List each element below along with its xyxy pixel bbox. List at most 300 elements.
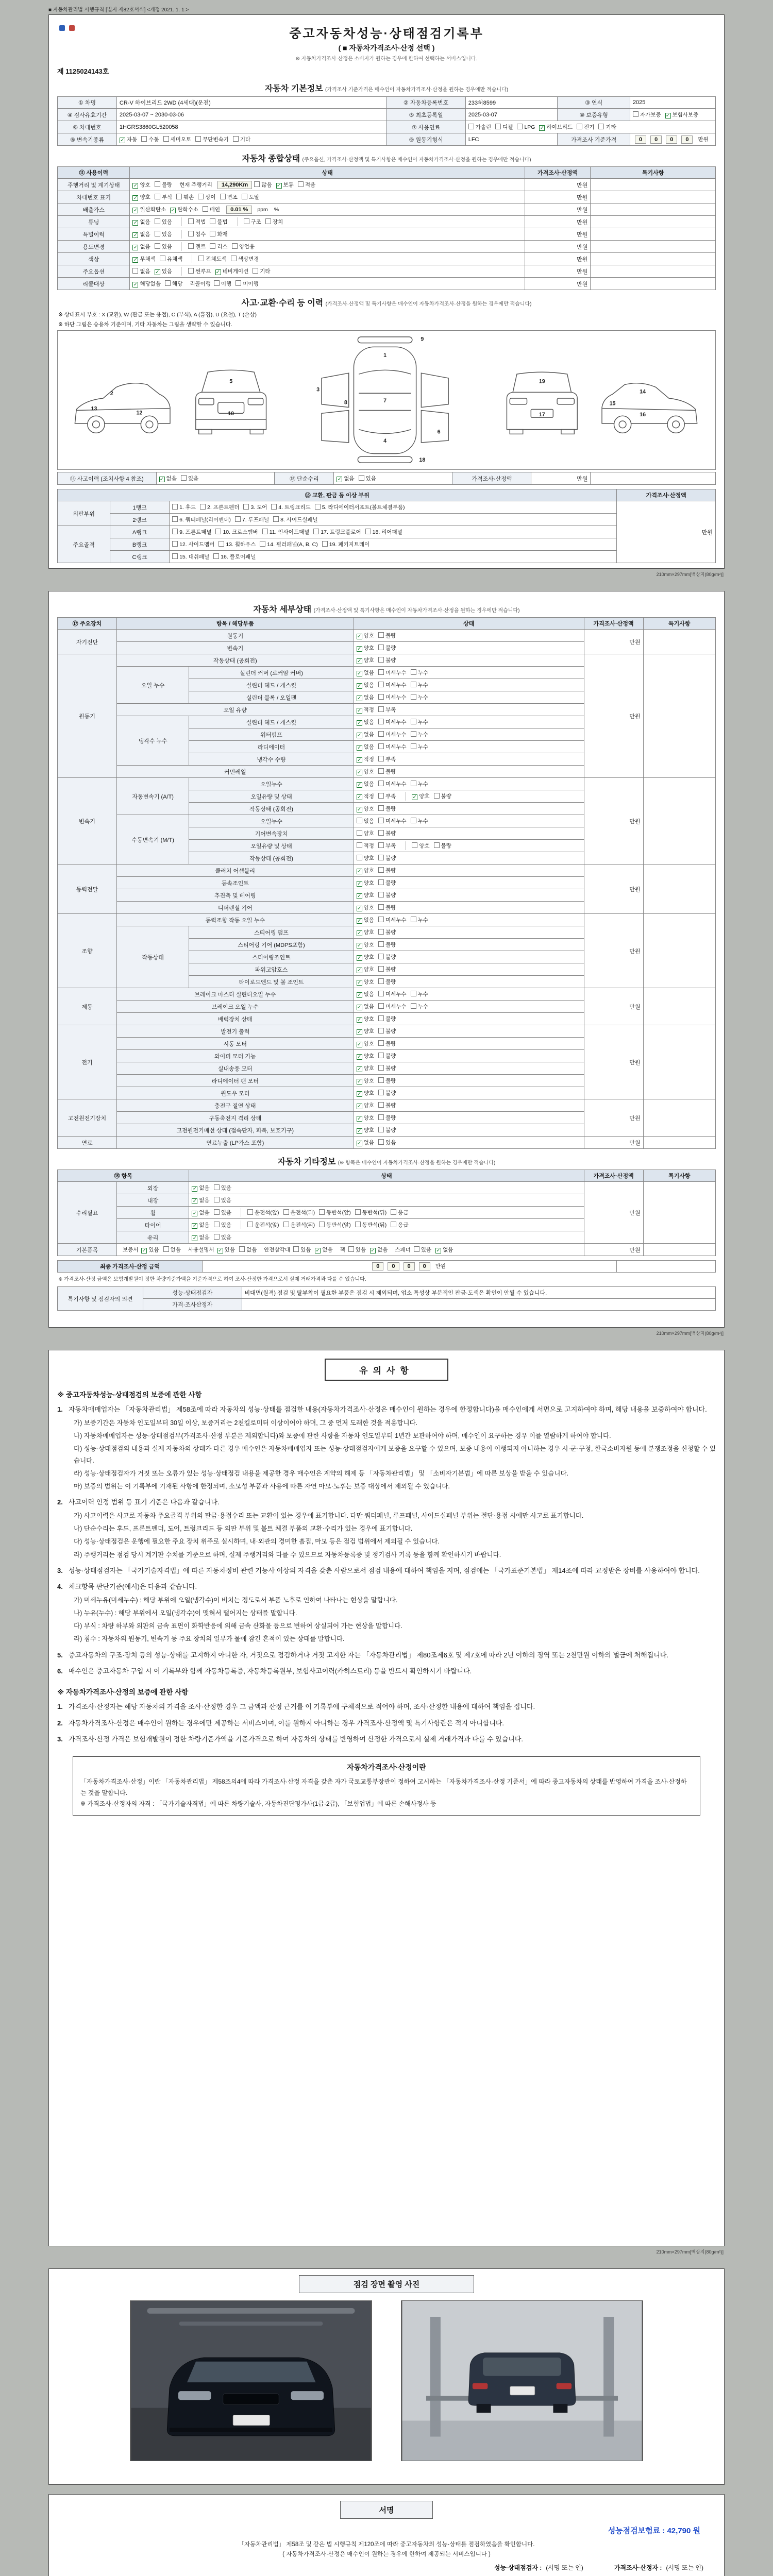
- checkbox-option[interactable]: [378, 817, 407, 825]
- checked-checkbox-icon[interactable]: ✓: [171, 208, 175, 213]
- checkbox-option[interactable]: [214, 280, 231, 287]
- checkbox-option[interactable]: [378, 743, 407, 751]
- unchecked-checkbox-icon[interactable]: [378, 781, 384, 786]
- unchecked-checkbox-icon[interactable]: [359, 475, 364, 481]
- checkbox-option[interactable]: [357, 681, 374, 689]
- unchecked-checkbox-icon[interactable]: [378, 632, 384, 638]
- checkbox-option[interactable]: [293, 1246, 311, 1253]
- unchecked-checkbox-icon[interactable]: [155, 181, 160, 187]
- checkbox-option[interactable]: [357, 1139, 374, 1146]
- checkbox-option[interactable]: [155, 193, 172, 201]
- checkbox-option[interactable]: [188, 230, 206, 238]
- checkbox-option[interactable]: [357, 965, 374, 973]
- checkbox-option[interactable]: [357, 891, 374, 899]
- checked-checkbox-icon[interactable]: ✓: [357, 1116, 362, 1122]
- checkbox-option[interactable]: [411, 731, 428, 738]
- checkbox-option[interactable]: [411, 990, 428, 998]
- checkbox-option[interactable]: [198, 193, 215, 201]
- checkbox-option[interactable]: [215, 267, 249, 275]
- unchecked-checkbox-icon[interactable]: [214, 1222, 220, 1227]
- checkbox-option[interactable]: [411, 916, 428, 924]
- unchecked-checkbox-icon[interactable]: [165, 280, 171, 286]
- unchecked-checkbox-icon[interactable]: [378, 1065, 384, 1071]
- unchecked-checkbox-icon[interactable]: [378, 941, 384, 947]
- checkbox-option[interactable]: [378, 1126, 396, 1134]
- unchecked-checkbox-icon[interactable]: [378, 1077, 384, 1083]
- checkbox-option[interactable]: [378, 829, 396, 837]
- unchecked-checkbox-icon[interactable]: [495, 124, 501, 129]
- checked-checkbox-icon[interactable]: ✓: [217, 1248, 223, 1253]
- checkbox-option[interactable]: [378, 879, 396, 887]
- checkbox-option[interactable]: [378, 842, 396, 850]
- unchecked-checkbox-icon[interactable]: [598, 124, 604, 129]
- checked-checkbox-icon[interactable]: ✓: [337, 477, 342, 482]
- unchecked-checkbox-icon[interactable]: [378, 904, 384, 910]
- unchecked-checkbox-icon[interactable]: [236, 280, 241, 286]
- unchecked-checkbox-icon[interactable]: [233, 136, 239, 142]
- unchecked-checkbox-icon[interactable]: [213, 553, 219, 559]
- checkbox-option[interactable]: [271, 503, 310, 511]
- checkbox-option[interactable]: [132, 181, 150, 189]
- checked-checkbox-icon[interactable]: ✓: [371, 1248, 375, 1253]
- checkbox-option[interactable]: [357, 978, 374, 986]
- unchecked-checkbox-icon[interactable]: [265, 218, 271, 224]
- unchecked-checkbox-icon[interactable]: [411, 917, 416, 922]
- checked-checkbox-icon[interactable]: ✓: [357, 794, 362, 800]
- checkbox-option[interactable]: [357, 669, 374, 676]
- checked-checkbox-icon[interactable]: ✓: [155, 269, 160, 275]
- checkbox-option[interactable]: [236, 280, 258, 287]
- checkbox-option[interactable]: [163, 1246, 181, 1253]
- checked-checkbox-icon[interactable]: ✓: [357, 1141, 362, 1146]
- unchecked-checkbox-icon[interactable]: [378, 645, 384, 650]
- checkbox-option[interactable]: [235, 516, 269, 523]
- unchecked-checkbox-icon[interactable]: [378, 1090, 384, 1095]
- checkbox-option[interactable]: [357, 718, 374, 726]
- unchecked-checkbox-icon[interactable]: [155, 243, 160, 249]
- checkbox-option[interactable]: [155, 181, 172, 189]
- unchecked-checkbox-icon[interactable]: [163, 1246, 169, 1252]
- checkbox-option[interactable]: [337, 474, 354, 482]
- checkbox-option[interactable]: [517, 124, 535, 130]
- checkbox-option[interactable]: [355, 1221, 387, 1229]
- checkbox-option[interactable]: [200, 503, 239, 511]
- checked-checkbox-icon[interactable]: ✓: [357, 720, 362, 726]
- unchecked-checkbox-icon[interactable]: [434, 793, 440, 799]
- unchecked-checkbox-icon[interactable]: [262, 529, 268, 534]
- checked-checkbox-icon[interactable]: ✓: [540, 125, 545, 131]
- unchecked-checkbox-icon[interactable]: [411, 743, 416, 749]
- checkbox-option[interactable]: [213, 553, 256, 561]
- checked-checkbox-icon[interactable]: ✓: [357, 757, 362, 763]
- unchecked-checkbox-icon[interactable]: [172, 516, 178, 522]
- checked-checkbox-icon[interactable]: ✓: [357, 893, 362, 899]
- unchecked-checkbox-icon[interactable]: [239, 1246, 245, 1252]
- unchecked-checkbox-icon[interactable]: [357, 842, 362, 848]
- unchecked-checkbox-icon[interactable]: [198, 256, 204, 261]
- unchecked-checkbox-icon[interactable]: [378, 855, 384, 860]
- checked-checkbox-icon[interactable]: ✓: [357, 733, 362, 738]
- checkbox-option[interactable]: [378, 978, 396, 986]
- checked-checkbox-icon[interactable]: ✓: [357, 881, 362, 887]
- checked-checkbox-icon[interactable]: ✓: [192, 1235, 197, 1241]
- checkbox-option[interactable]: [357, 632, 374, 639]
- checkbox-option[interactable]: [357, 743, 374, 751]
- unchecked-checkbox-icon[interactable]: [219, 541, 224, 547]
- checked-checkbox-icon[interactable]: ✓: [357, 1005, 362, 1010]
- checkbox-option[interactable]: [365, 528, 402, 536]
- checkbox-option[interactable]: [357, 1077, 374, 1084]
- checkbox-option[interactable]: [357, 1101, 374, 1109]
- checkbox-option[interactable]: [378, 731, 407, 738]
- unchecked-checkbox-icon[interactable]: [283, 1209, 289, 1215]
- checked-checkbox-icon[interactable]: ✓: [357, 683, 362, 689]
- checkbox-option[interactable]: [378, 718, 407, 726]
- checked-checkbox-icon[interactable]: ✓: [133, 232, 138, 238]
- checkbox-option[interactable]: [155, 218, 172, 226]
- unchecked-checkbox-icon[interactable]: [242, 194, 247, 199]
- unchecked-checkbox-icon[interactable]: [378, 966, 384, 972]
- checkbox-option[interactable]: [357, 755, 374, 763]
- unchecked-checkbox-icon[interactable]: [231, 256, 237, 261]
- checkbox-option[interactable]: [132, 255, 155, 263]
- checked-checkbox-icon[interactable]: ✓: [192, 1198, 197, 1204]
- checkbox-option[interactable]: [411, 681, 428, 689]
- checkbox-option[interactable]: [411, 718, 428, 726]
- checkbox-option[interactable]: [378, 891, 396, 899]
- checkbox-option[interactable]: [411, 693, 428, 701]
- unchecked-checkbox-icon[interactable]: [378, 830, 384, 836]
- checkbox-option[interactable]: [378, 1027, 396, 1035]
- unchecked-checkbox-icon[interactable]: [378, 867, 384, 873]
- checkbox-option[interactable]: [378, 1040, 396, 1047]
- checkbox-option[interactable]: [414, 1246, 431, 1253]
- checkbox-option[interactable]: [357, 780, 374, 788]
- checkbox-option[interactable]: [217, 1246, 235, 1253]
- checkbox-option[interactable]: [247, 1221, 279, 1229]
- checkbox-option[interactable]: [665, 111, 699, 118]
- checkbox-option[interactable]: [357, 867, 374, 874]
- checkbox-option[interactable]: [192, 1209, 209, 1216]
- unchecked-checkbox-icon[interactable]: [434, 842, 440, 848]
- checkbox-option[interactable]: [357, 953, 374, 961]
- checkbox-option[interactable]: [357, 1114, 374, 1122]
- unchecked-checkbox-icon[interactable]: [247, 1209, 253, 1215]
- checkbox-option[interactable]: [172, 503, 196, 511]
- checkbox-option[interactable]: [357, 644, 374, 652]
- checkbox-option[interactable]: [298, 181, 315, 189]
- checkbox-option[interactable]: [233, 135, 250, 143]
- checkbox-option[interactable]: [434, 842, 451, 850]
- checkbox-option[interactable]: [214, 1184, 231, 1192]
- unchecked-checkbox-icon[interactable]: [247, 1222, 253, 1227]
- unchecked-checkbox-icon[interactable]: [283, 1222, 289, 1227]
- checked-checkbox-icon[interactable]: ✓: [192, 1186, 197, 1192]
- checked-checkbox-icon[interactable]: ✓: [357, 1029, 362, 1035]
- checked-checkbox-icon[interactable]: ✓: [357, 745, 362, 751]
- checkbox-option[interactable]: [283, 1209, 315, 1216]
- checkbox-option[interactable]: [172, 528, 211, 536]
- unchecked-checkbox-icon[interactable]: [210, 218, 215, 224]
- checked-checkbox-icon[interactable]: ✓: [436, 1248, 441, 1253]
- checkbox-option[interactable]: [357, 879, 374, 887]
- checkbox-option[interactable]: [411, 669, 428, 676]
- unchecked-checkbox-icon[interactable]: [260, 541, 265, 547]
- unchecked-checkbox-icon[interactable]: [411, 669, 416, 675]
- unchecked-checkbox-icon[interactable]: [172, 541, 178, 547]
- checkbox-option[interactable]: [192, 1233, 209, 1241]
- unchecked-checkbox-icon[interactable]: [253, 268, 258, 274]
- checkbox-option[interactable]: [210, 230, 227, 238]
- checkbox-option[interactable]: [155, 230, 172, 238]
- checked-checkbox-icon[interactable]: ✓: [142, 1248, 147, 1253]
- unchecked-checkbox-icon[interactable]: [357, 818, 362, 823]
- checkbox-option[interactable]: [378, 768, 396, 775]
- unchecked-checkbox-icon[interactable]: [378, 917, 384, 922]
- unchecked-checkbox-icon[interactable]: [378, 706, 384, 712]
- unchecked-checkbox-icon[interactable]: [411, 781, 416, 786]
- checkbox-option[interactable]: [357, 941, 374, 948]
- checked-checkbox-icon[interactable]: ✓: [412, 794, 417, 800]
- checkbox-option[interactable]: [170, 206, 198, 213]
- checkbox-option[interactable]: [378, 656, 396, 664]
- unchecked-checkbox-icon[interactable]: [141, 136, 147, 142]
- checkbox-option[interactable]: [192, 1221, 209, 1229]
- checkbox-option[interactable]: [243, 503, 267, 511]
- unchecked-checkbox-icon[interactable]: [214, 1197, 220, 1202]
- unchecked-checkbox-icon[interactable]: [378, 793, 384, 799]
- checkbox-option[interactable]: [370, 1246, 388, 1253]
- checkbox-option[interactable]: [411, 743, 428, 751]
- unchecked-checkbox-icon[interactable]: [365, 529, 371, 534]
- checkbox-option[interactable]: [357, 805, 374, 812]
- unchecked-checkbox-icon[interactable]: [378, 818, 384, 823]
- checkbox-option[interactable]: [188, 267, 211, 275]
- unchecked-checkbox-icon[interactable]: [254, 181, 260, 187]
- checkbox-option[interactable]: [214, 1209, 231, 1216]
- checkbox-option[interactable]: [378, 706, 396, 714]
- checkbox-option[interactable]: [210, 243, 227, 250]
- checkbox-option[interactable]: [378, 755, 396, 763]
- checkbox-option[interactable]: [176, 193, 194, 201]
- unchecked-checkbox-icon[interactable]: [198, 194, 204, 199]
- unchecked-checkbox-icon[interactable]: [411, 719, 416, 724]
- unchecked-checkbox-icon[interactable]: [322, 541, 328, 547]
- unchecked-checkbox-icon[interactable]: [220, 194, 226, 199]
- checkbox-option[interactable]: [378, 632, 396, 639]
- checkbox-option[interactable]: [132, 206, 166, 213]
- unchecked-checkbox-icon[interactable]: [378, 694, 384, 700]
- unchecked-checkbox-icon[interactable]: [293, 1246, 299, 1252]
- unchecked-checkbox-icon[interactable]: [203, 206, 208, 212]
- checkbox-option[interactable]: [378, 780, 407, 788]
- checked-checkbox-icon[interactable]: ✓: [357, 658, 362, 664]
- checked-checkbox-icon[interactable]: ✓: [133, 282, 138, 287]
- checkbox-option[interactable]: [357, 1089, 374, 1097]
- checkbox-option[interactable]: [172, 553, 209, 561]
- checked-checkbox-icon[interactable]: ✓: [120, 138, 125, 143]
- checkbox-option[interactable]: [163, 135, 192, 143]
- checkbox-option[interactable]: [262, 528, 310, 536]
- checked-checkbox-icon[interactable]: ✓: [357, 918, 362, 924]
- unchecked-checkbox-icon[interactable]: [319, 1209, 325, 1215]
- unchecked-checkbox-icon[interactable]: [378, 805, 384, 811]
- unchecked-checkbox-icon[interactable]: [378, 978, 384, 984]
- checkbox-option[interactable]: [357, 1027, 374, 1035]
- unchecked-checkbox-icon[interactable]: [214, 1234, 220, 1240]
- unchecked-checkbox-icon[interactable]: [181, 475, 187, 481]
- checkbox-option[interactable]: [434, 792, 451, 800]
- checkbox-option[interactable]: [239, 1246, 257, 1253]
- checkbox-option[interactable]: [359, 474, 376, 482]
- checkbox-option[interactable]: [198, 255, 227, 263]
- checkbox-option[interactable]: [219, 540, 256, 548]
- checkbox-option[interactable]: [203, 206, 220, 213]
- unchecked-checkbox-icon[interactable]: [188, 218, 194, 224]
- checkbox-option[interactable]: [357, 1064, 374, 1072]
- checkbox-option[interactable]: [378, 1064, 396, 1072]
- unchecked-checkbox-icon[interactable]: [188, 243, 194, 249]
- unchecked-checkbox-icon[interactable]: [378, 991, 384, 996]
- checkbox-option[interactable]: [391, 1209, 408, 1216]
- checked-checkbox-icon[interactable]: ✓: [133, 183, 138, 189]
- checkbox-option[interactable]: [357, 829, 374, 837]
- checkbox-option[interactable]: [181, 474, 198, 482]
- unchecked-checkbox-icon[interactable]: [411, 1003, 416, 1009]
- checkbox-option[interactable]: [378, 916, 407, 924]
- unchecked-checkbox-icon[interactable]: [391, 1222, 396, 1227]
- checkbox-option[interactable]: [412, 842, 429, 850]
- unchecked-checkbox-icon[interactable]: [378, 842, 384, 848]
- checkbox-option[interactable]: [253, 267, 270, 275]
- unchecked-checkbox-icon[interactable]: [160, 256, 165, 261]
- checkbox-option[interactable]: [348, 1246, 366, 1253]
- unchecked-checkbox-icon[interactable]: [414, 1246, 419, 1252]
- unchecked-checkbox-icon[interactable]: [517, 124, 523, 129]
- unchecked-checkbox-icon[interactable]: [210, 243, 215, 249]
- checkbox-option[interactable]: [155, 267, 172, 275]
- checked-checkbox-icon[interactable]: ✓: [357, 992, 362, 998]
- checkbox-option[interactable]: [357, 990, 374, 998]
- checkbox-option[interactable]: [378, 693, 407, 701]
- checkbox-option[interactable]: [132, 243, 150, 250]
- checkbox-option[interactable]: [215, 528, 258, 536]
- checked-checkbox-icon[interactable]: ✓: [192, 1223, 197, 1229]
- checkbox-option[interactable]: [357, 904, 374, 911]
- checkbox-option[interactable]: [220, 193, 238, 201]
- checkbox-option[interactable]: [214, 1221, 231, 1229]
- checkbox-option[interactable]: [378, 1114, 396, 1122]
- checked-checkbox-icon[interactable]: ✓: [276, 183, 281, 189]
- checked-checkbox-icon[interactable]: ✓: [357, 968, 362, 973]
- checked-checkbox-icon[interactable]: ✓: [357, 1079, 362, 1084]
- checkbox-option[interactable]: [391, 1221, 408, 1229]
- unchecked-checkbox-icon[interactable]: [378, 879, 384, 885]
- checkbox-option[interactable]: [378, 1052, 396, 1060]
- unchecked-checkbox-icon[interactable]: [633, 111, 638, 117]
- checkbox-option[interactable]: [195, 135, 229, 143]
- checkbox-option[interactable]: [192, 1196, 209, 1204]
- unchecked-checkbox-icon[interactable]: [378, 1053, 384, 1058]
- checkbox-option[interactable]: [357, 1015, 374, 1023]
- checkbox-option[interactable]: [378, 669, 407, 676]
- unchecked-checkbox-icon[interactable]: [378, 1139, 384, 1145]
- checked-checkbox-icon[interactable]: ✓: [357, 930, 362, 936]
- checkbox-option[interactable]: [214, 1196, 231, 1204]
- unchecked-checkbox-icon[interactable]: [355, 1222, 361, 1227]
- checkbox-option[interactable]: [357, 1003, 374, 1010]
- unchecked-checkbox-icon[interactable]: [271, 504, 277, 510]
- unchecked-checkbox-icon[interactable]: [163, 136, 169, 142]
- unchecked-checkbox-icon[interactable]: [172, 553, 178, 559]
- checked-checkbox-icon[interactable]: ✓: [357, 634, 362, 639]
- checkbox-option[interactable]: [260, 540, 317, 548]
- checkbox-option[interactable]: [141, 1246, 159, 1253]
- checkbox-option[interactable]: [254, 181, 272, 189]
- checkbox-option[interactable]: [188, 218, 206, 226]
- checked-checkbox-icon[interactable]: ✓: [357, 671, 362, 676]
- unchecked-checkbox-icon[interactable]: [357, 855, 362, 860]
- checked-checkbox-icon[interactable]: ✓: [215, 269, 221, 275]
- checked-checkbox-icon[interactable]: ✓: [357, 955, 362, 961]
- checked-checkbox-icon[interactable]: ✓: [357, 807, 362, 812]
- unchecked-checkbox-icon[interactable]: [195, 136, 201, 142]
- checkbox-option[interactable]: [495, 123, 513, 131]
- checked-checkbox-icon[interactable]: ✓: [133, 195, 138, 201]
- checkbox-option[interactable]: [132, 193, 150, 201]
- unchecked-checkbox-icon[interactable]: [215, 529, 221, 534]
- checkbox-option[interactable]: [276, 181, 294, 189]
- checkbox-option[interactable]: [247, 1209, 279, 1216]
- checkbox-option[interactable]: [411, 817, 428, 825]
- checked-checkbox-icon[interactable]: ✓: [133, 245, 138, 250]
- checkbox-option[interactable]: [378, 1101, 396, 1109]
- checkbox-option[interactable]: [273, 516, 318, 523]
- checked-checkbox-icon[interactable]: ✓: [357, 869, 362, 874]
- checkbox-option[interactable]: [315, 1246, 332, 1253]
- unchecked-checkbox-icon[interactable]: [378, 892, 384, 897]
- checkbox-option[interactable]: [378, 681, 407, 689]
- checkbox-option[interactable]: [188, 243, 206, 250]
- unchecked-checkbox-icon[interactable]: [214, 1184, 220, 1190]
- checkbox-option[interactable]: [357, 928, 374, 936]
- unchecked-checkbox-icon[interactable]: [378, 731, 384, 737]
- unchecked-checkbox-icon[interactable]: [411, 731, 416, 737]
- checkbox-option[interactable]: [577, 123, 594, 131]
- checked-checkbox-icon[interactable]: ✓: [357, 782, 362, 788]
- checked-checkbox-icon[interactable]: ✓: [357, 906, 362, 911]
- checkbox-option[interactable]: [172, 516, 231, 523]
- checkbox-option[interactable]: [265, 218, 283, 226]
- checkbox-option[interactable]: [378, 941, 396, 948]
- unchecked-checkbox-icon[interactable]: [378, 1114, 384, 1120]
- checkbox-option[interactable]: [232, 243, 255, 250]
- checkbox-option[interactable]: [283, 1221, 315, 1229]
- checkbox-option[interactable]: [598, 123, 616, 131]
- checkbox-option[interactable]: [633, 111, 661, 118]
- checkbox-option[interactable]: [411, 780, 428, 788]
- unchecked-checkbox-icon[interactable]: [378, 1003, 384, 1009]
- checkbox-option[interactable]: [378, 805, 396, 812]
- checkbox-option[interactable]: [132, 280, 161, 287]
- checked-checkbox-icon[interactable]: ✓: [357, 980, 362, 986]
- unchecked-checkbox-icon[interactable]: [214, 280, 220, 286]
- checkbox-option[interactable]: [378, 792, 396, 800]
- checkbox-option[interactable]: [159, 474, 177, 482]
- checked-checkbox-icon[interactable]: ✓: [357, 1104, 362, 1109]
- unchecked-checkbox-icon[interactable]: [378, 768, 384, 774]
- checked-checkbox-icon[interactable]: ✓: [357, 646, 362, 652]
